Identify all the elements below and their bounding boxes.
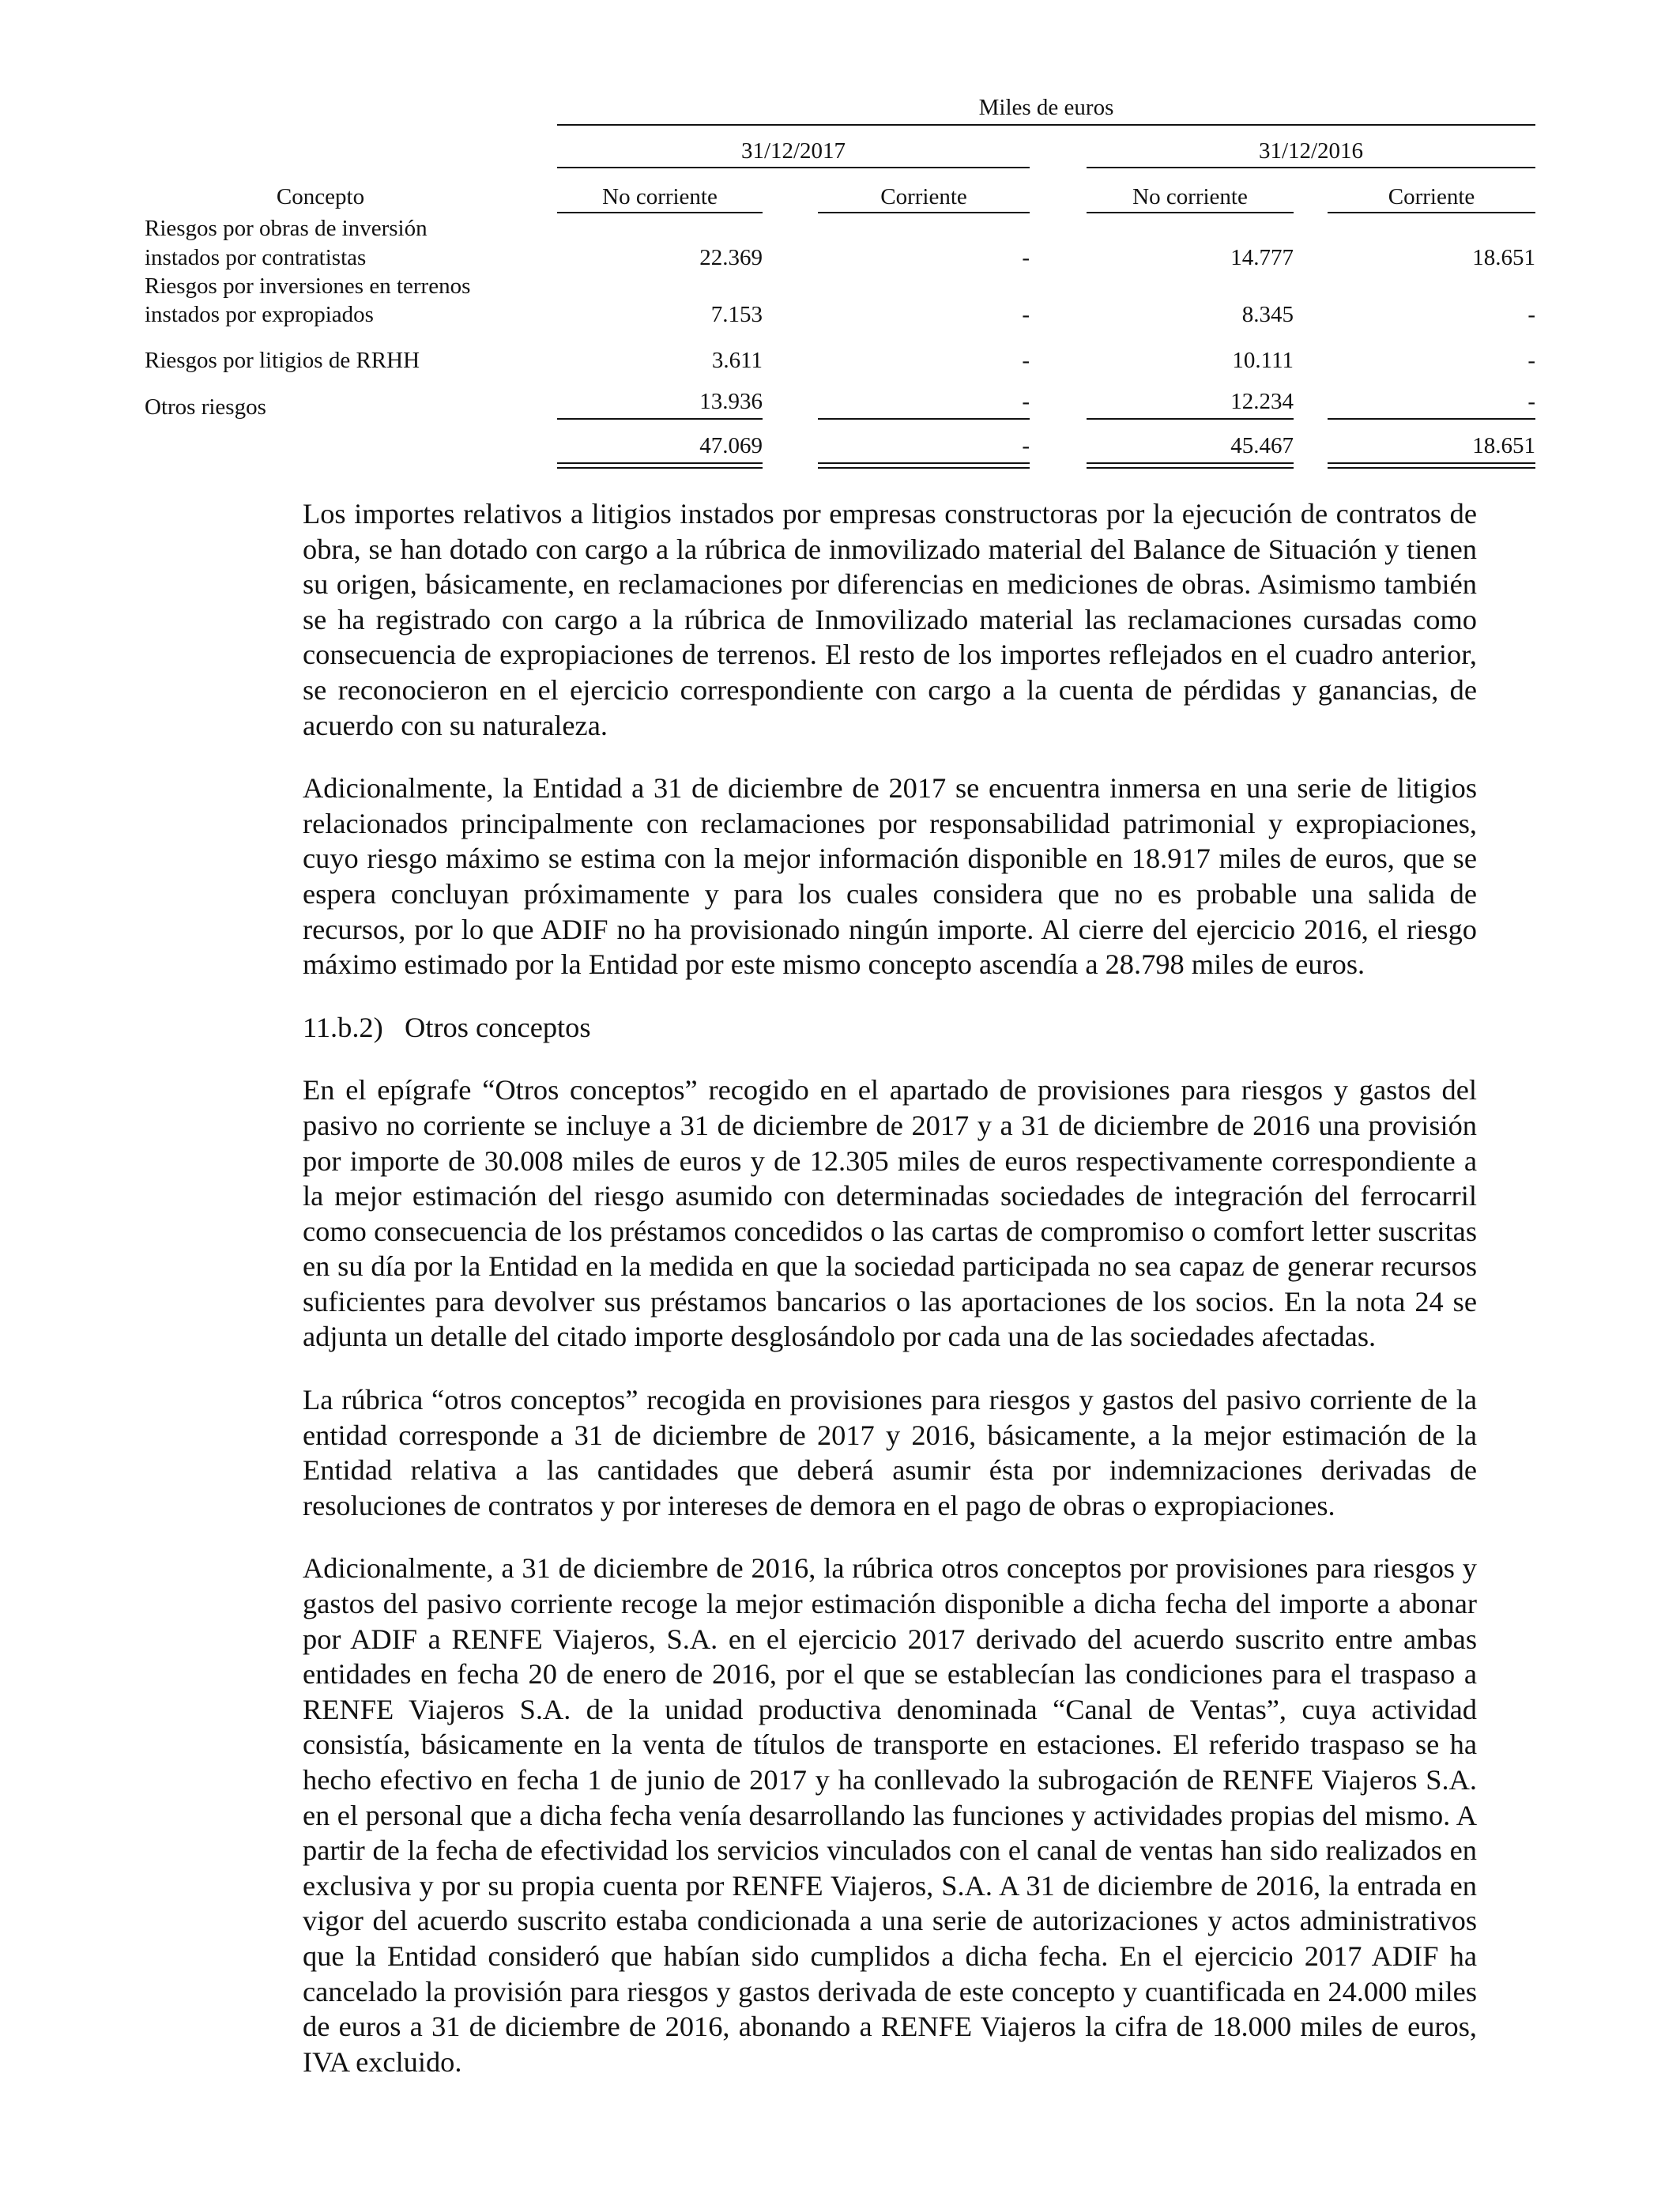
- paragraph: La rúbrica “otros conceptos” recogida en provisiones para riesgos y gastos del pasivo corriente de la entidad corresponde a 31 de diciembre de 2017 y 2016, básicamente, a la mejor estimación de la Entidad relativa a las cantidades que deberá asumir ésta por indemnizaciones derivadas de resoluciones de contratos y por intereses de demora en el pago de obras o expropiaciones.: [303, 1384, 1477, 1521]
- table-cell: -: [1022, 245, 1030, 270]
- body-text: [303, 496, 1477, 2107]
- year-header-2017: 31/12/2017: [740, 138, 846, 164]
- row-label-line: instados por contratistas: [145, 245, 367, 270]
- row-label-line: Riesgos por inversiones en terrenos: [145, 273, 471, 299]
- table-cell: 10.111: [1232, 348, 1294, 373]
- subtotal-line-3: [1087, 418, 1294, 420]
- total-double-line-3: [1087, 462, 1294, 469]
- total-cell: 47.069: [699, 433, 763, 458]
- col-header-current-2016: Corriente: [1388, 184, 1475, 209]
- col-header-noncurrent-2017: No corriente: [602, 184, 718, 209]
- total-cell: -: [1022, 433, 1030, 458]
- row-label-line: Riesgos por obras de inversión: [145, 216, 428, 241]
- paragraph: Los importes relativos a litigios instados por empresas constructoras por la ejecución de contratos de obra, se han dotado con cargo a la rúbrica de inmovilizado material del Balance de Situación y tienen su origen, básicamente, en reclamaciones por diferencias en mediciones de obras. Asimismo también se ha registrado con cargo a la rúbrica de Inmovilizado material las reclamaciones cursadas como consecuencia de expropiaciones de terrenos. El resto de los importes reflejados en el cuadro anterior, se reconocieron en el ejercicio correspondiente con cargo a la cuenta de pérdidas y ganancias, de acuerdo con su naturaleza.: [303, 498, 1477, 741]
- provisions-table: [0, 0, 1680, 490]
- section-heading: [303, 1010, 1477, 1046]
- year-underline-2017: [557, 167, 1030, 168]
- row-label-line: Riesgos por litigios de RRHH: [145, 348, 420, 373]
- header-underline-4: [1328, 212, 1535, 213]
- paragraph: Adicionalmente, la Entidad a 31 de diciembre de 2017 se encuentra inmersa en una serie de litigios relacionados principalmente con reclamaciones por responsabilidad patrimonial y expropiaciones, cuyo riesgo máximo se estima con la mejor información disponible en 18.917 miles de euros, que se espera concluyan próximamente y para los cuales considera que no es probable una salida de recursos, por lo que ADIF no ha provisionado ningún importe. Al cierre del ejercicio 2016, el riesgo máximo estimado por la Entidad por este mismo concepto ascendía a 28.798 miles de euros.: [303, 772, 1477, 981]
- total-double-line-2: [818, 462, 1030, 469]
- subtotal-line-1: [557, 418, 763, 420]
- table-cell: 18.651: [1472, 245, 1535, 270]
- unit-underline: [557, 124, 1535, 126]
- total-double-line-4: [1328, 462, 1535, 469]
- paragraph: Adicionalmente, a 31 de diciembre de 2016, la rúbrica otros conceptos por provisiones para riesgos y gastos del pasivo corriente recoge la mejor estimación disponible a dicha fecha del importe a abonar por ADIF a RENFE Viajeros, S.A. en el ejercicio 2017 derivado del acuerdo suscrito entre ambas entidades en fecha 20 de enero de 2016, por el que se establecían las condiciones para el traspaso a RENFE Viajeros S.A. de la unidad productiva denominada “Canal de Ventas”, cuya actividad consistía, básicamente en la venta de títulos de transporte en estaciones. El referido traspaso se ha hecho efectivo en fecha 1 de junio de 2017 y ha conllevado la subrogación de RENFE Viajeros S.A. en el personal que a dicha fecha venía desarrollando las funciones y actividades propias del mismo. A partir de la fecha de efectividad los servicios vinculados con el canal de ventas han sido realizados en exclusiva y por su propia cuenta por RENFE Viajeros, S.A. A 31 de diciembre de 2016, la entrada en vigor del acuerdo suscrito estaba condicionada a una serie de autorizaciones y actos administrativos que la Entidad consideró que habían sido cumplidos a dicha fecha. En el ejercicio 2017 ADIF ha cancelado la provisión para riesgos y gastos derivada de este concepto y cuantificada en 24.000 miles de euros a 31 de diciembre de 2016, abonando a RENFE Viajeros la cifra de 18.000 miles de euros, IVA excluido.: [303, 1552, 1477, 2078]
- table-cell: 8.345: [1241, 302, 1294, 327]
- table-cell: -: [1527, 302, 1535, 327]
- paragraph: En el epígrafe “Otros conceptos” recogido en el apartado de provisiones para riesgos y gastos del pasivo no corriente se incluye a 31 de diciembre de 2017 y a 31 de diciembre de 2016 una provisión por importe de 30.008 miles de euros y de 12.305 miles de euros respectivamente correspondiente a la mejor estimación del riesgo asumido con determinadas sociedades de integración del ferrocarril como consecuencia de los préstamos concedidos o las cartas de compromiso o comfort letter suscritas en su día por la Entidad en la medida en que la sociedad participada no sea capaz de generar recursos suficientes para devolver sus préstamos bancarios o las aportaciones de los socios. En la nota 24 se adjunta un detalle del citado importe desglosándolo por cada una de las sociedades afectadas.: [303, 1074, 1477, 1353]
- col-header-noncurrent-2016: No corriente: [1132, 184, 1248, 209]
- unit-header: Miles de euros: [978, 95, 1114, 120]
- col-header-current-2017: Corriente: [880, 184, 967, 209]
- table-cell: -: [1022, 389, 1030, 414]
- total-cell: 45.467: [1230, 433, 1294, 458]
- section-title: Otros conceptos: [405, 1011, 591, 1043]
- header-underline-3: [1087, 212, 1294, 213]
- table-cell: -: [1527, 389, 1535, 414]
- section-number: 11.b.2): [303, 1011, 383, 1043]
- year-header-2016: 31/12/2016: [1258, 138, 1364, 164]
- table-cell: 7.153: [710, 302, 763, 327]
- subtotal-line-4: [1328, 418, 1535, 420]
- year-underline-2016: [1087, 167, 1535, 168]
- header-underline-1: [557, 212, 763, 213]
- table-cell: 12.234: [1230, 389, 1294, 414]
- table-cell: -: [1022, 348, 1030, 373]
- table-cell: -: [1527, 348, 1535, 373]
- table-cell: 14.777: [1230, 245, 1294, 270]
- table-cell: -: [1022, 302, 1030, 327]
- header-underline-2: [818, 212, 1030, 213]
- table-cell: 13.936: [699, 389, 763, 414]
- row-label-line: Otros riesgos: [145, 394, 266, 420]
- concept-header: Concepto: [276, 184, 365, 209]
- total-double-line-1: [557, 462, 763, 469]
- subtotal-line-2: [818, 418, 1030, 420]
- row-label-line: instados por expropiados: [145, 302, 374, 327]
- total-cell: 18.651: [1472, 433, 1535, 458]
- table-cell: 3.611: [711, 348, 763, 373]
- table-cell: 22.369: [699, 245, 763, 270]
